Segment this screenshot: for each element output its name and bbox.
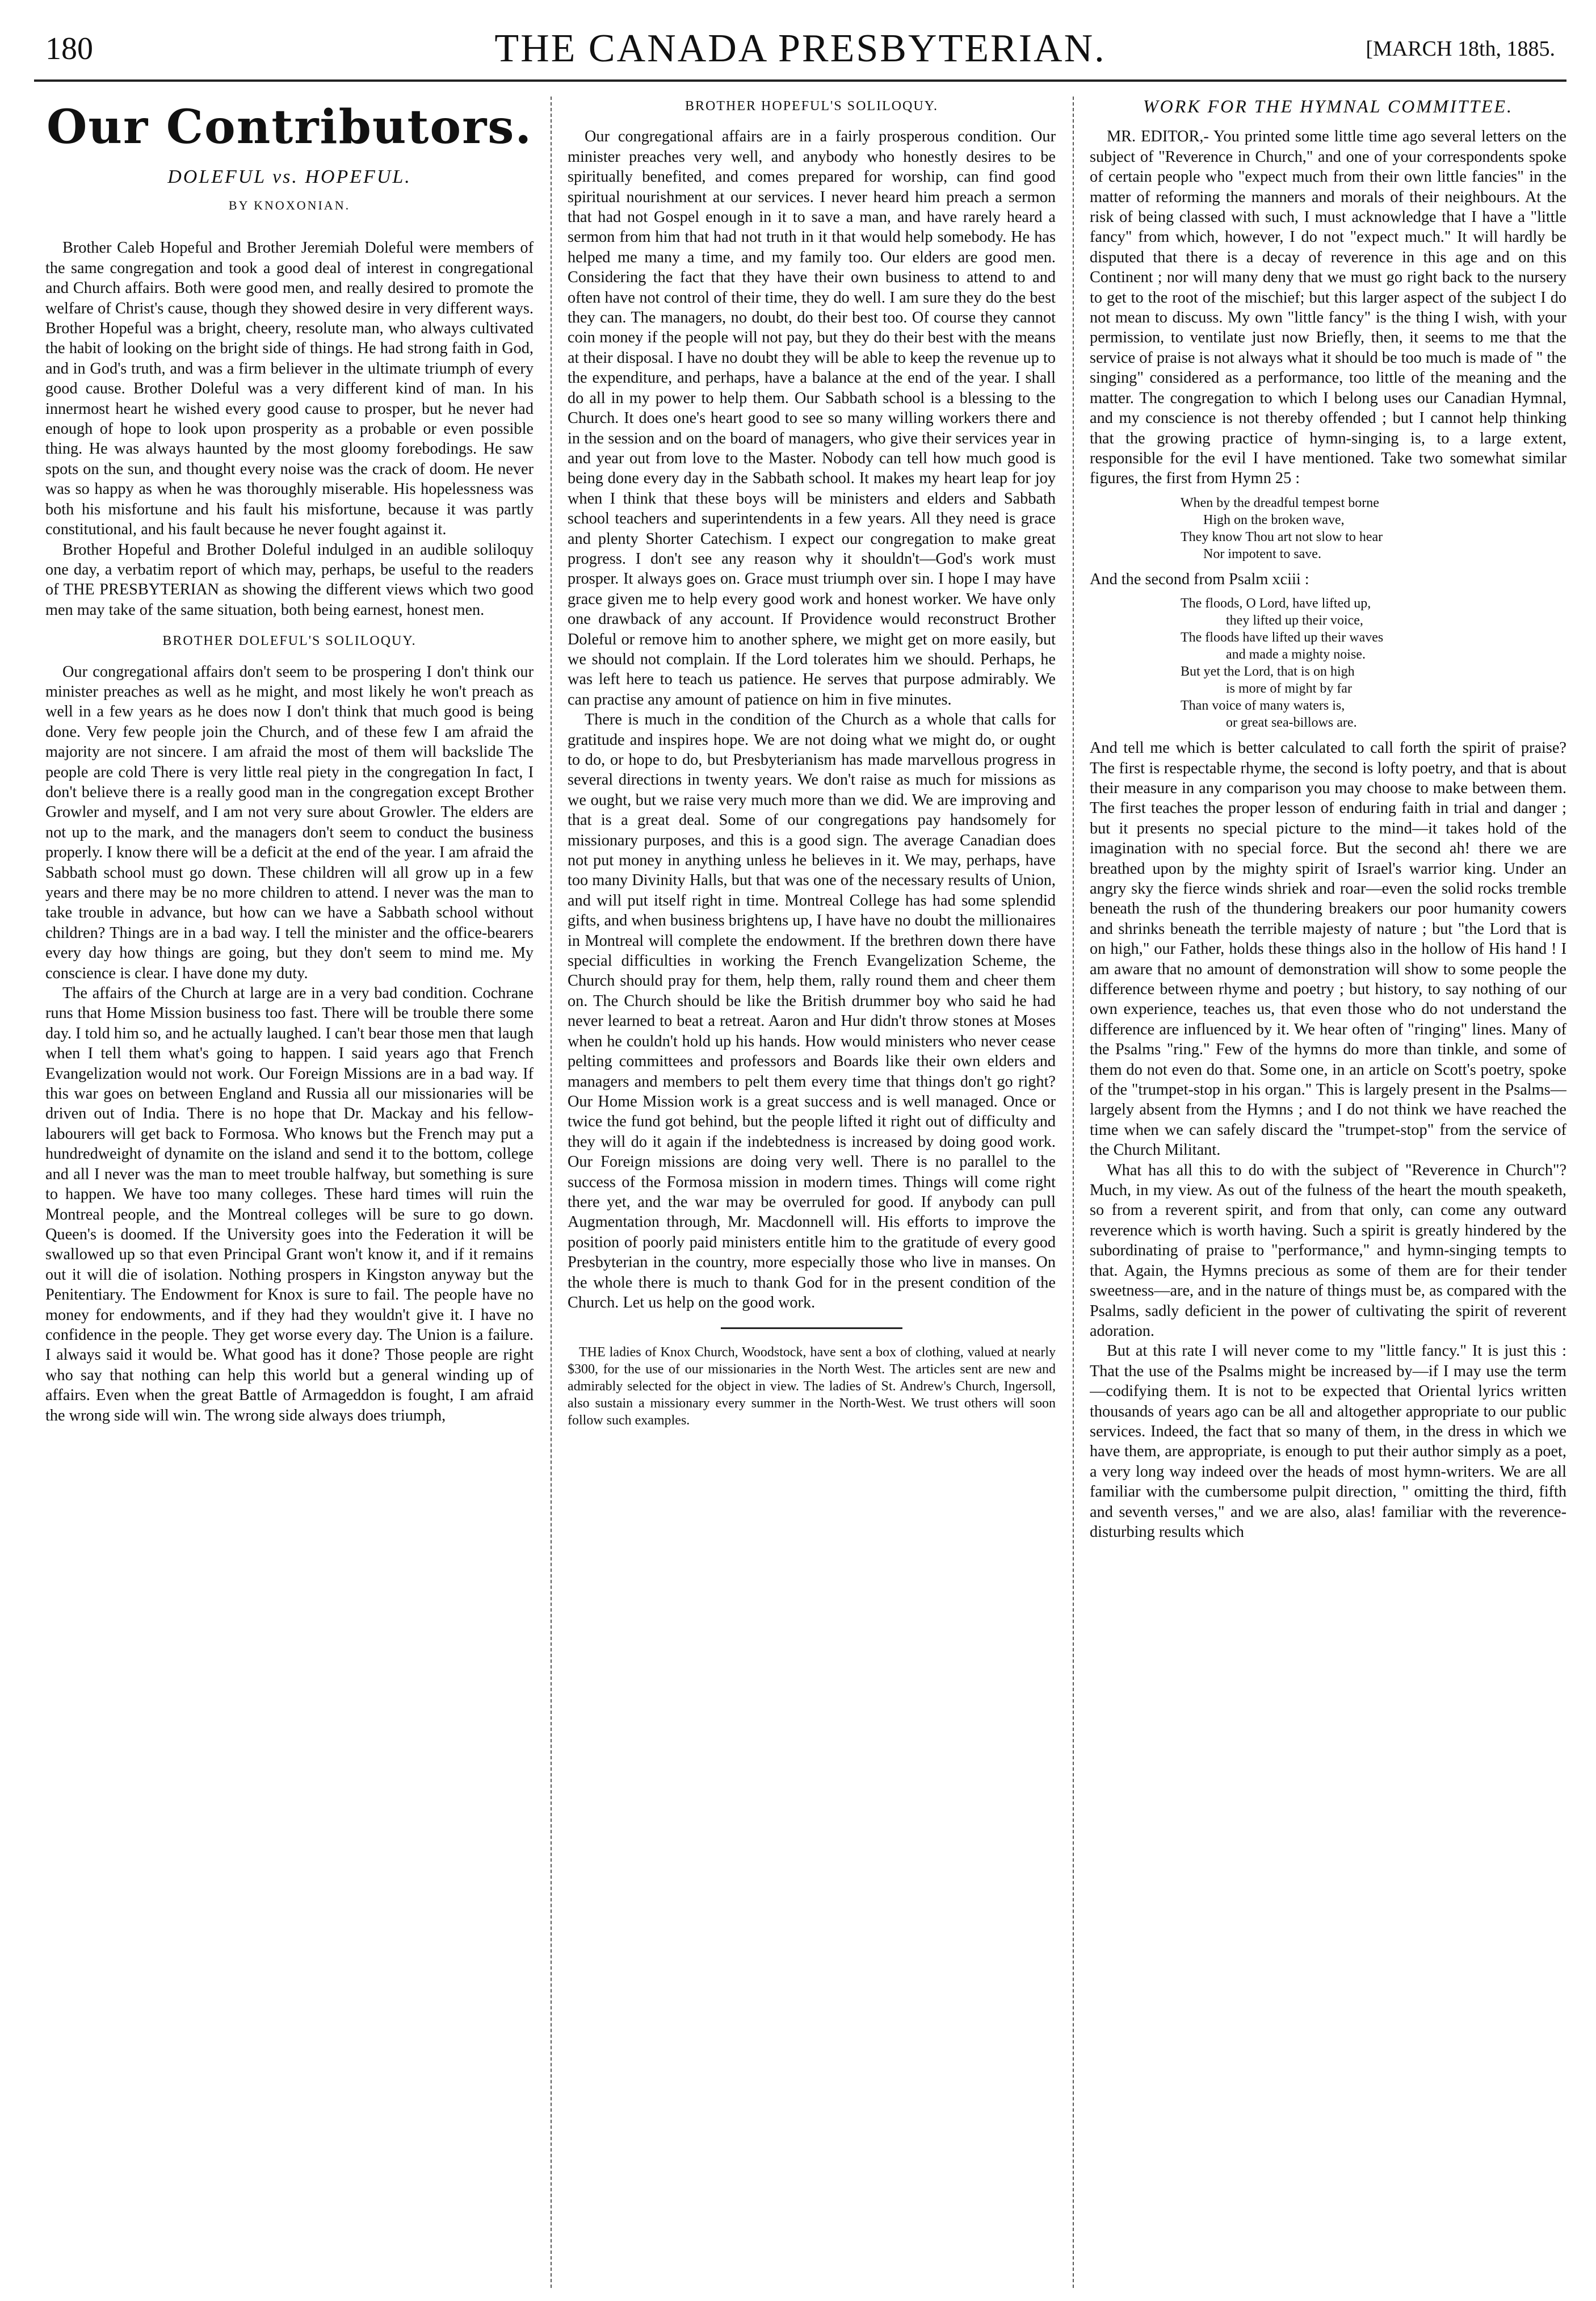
page-number: 180 — [45, 31, 93, 66]
article-title: DOLEFUL vs. HOPEFUL. — [167, 166, 411, 187]
hymnal-paragraph-1: MR. EDITOR,- You printed some little time ago several letters on the subject of "Reverence in Church," and one of your correspondents spoke of certain people who "expect much from their own little fancies" in the matter of reforming the manners and morals of their neighbours. At the risk of being classed with such, I must acknowledge that I have a "little fancy" from which, however, I do not "expect much." It will hardly be disputed that there is a decay of reverence in this age and on this Continent ; nor will many deny that we must go right back to the nursery to get to the root of the mischief; but this larger aspect of the subject I do not mean to discuss. My own "little fancy" is the thing I wish, with your permission, to ventilate just now Briefly, then, it seems to me that the service of praise is not always what it should be too much is made of " the singing" considered as a performance, too little of the meaning and the matter. The congregation to which I belong uses our Canadian Hymnal, and my conscience is not thereby offended ; but I cannot help thinking that the growing practice of hymn-singing is, to a large extent, responsible for the evil I have mentioned. Take two somewhat similar figures, the first from Hymn 25 : — [1090, 128, 1566, 488]
hopeful-paragraph-2: There is much in the condition of the Church as a whole that calls for gratitude and inspires hope. We are not doing what we might do, or ought to do, or hope to do, but Presbyterianism has made marvellous progress in several directions in twenty years. We don't raise as much for missions as we ought, but we raise very much more than we did. We are improving and that is a great deal. Some of our congregations pay handsomely for missionary purposes, and this is a good sign. The average Canadian does not put money in anything unless he believes in it. We may, perhaps, have too many Divinity Halls, but that was one of the necessary results of Union, and will put itself right in time. Montreal College has had some splendid gifts, and when business brightens up, I have have no doubt the millionaires in Montreal will complete the endowment. If the brethren down there have special difficulties in working the French Evangelization Scheme, the Church should pray for them, help them, rally round them and cheer them on. The Church should be like the British drummer boy who said he had never learned to beat a retreat. Aaron and Hur didn't throw stones at Moses when he couldn't hold up his hands. How would ministers who never cease pelting committees and professors and Boards like their own elders and managers and members to pelt them every time that things don't go right? Our Home Mission work is a great success and is well managed. Once or twice the fund got behind, but the people lifted it right out of difficulty and they will do it again if the indebtedness is increased by doing good work. Our Foreign missions are doing very well. There is no parallel to the success of the Formosa mission in modern times. Things will come right there yet, and the war may be overruled for good. If anybody can pull Augmentation through, Mr. Macdonnell will. His efforts to improve the position of poorly paid ministers entitle him to the gratitude of every good Presbyterian in the country, more especially those who live in manses. On the whole there is much to thank God for in the present condition of the Church. Let us help on the good work. — [568, 711, 1056, 1311]
hymnal-paragraph-3: What has all this to do with the subject of "Reverence in Church"? Much, in my view. As out of the fulness of the heart the mouth speaketh, so from a reverent spirit, and from that only, can come any outward reverence which is worth having. Such a spirit is greatly hindered by the subordinating of praise to "performance," and hymn-singing tempts to that. Again, the Hymns precious as some of them are for their tender sweetness—are, and in the nature of things must be, as compared with the Psalms, sadly deficient in the power of cultivating the spirit of reverent adoration. — [1090, 1161, 1566, 1340]
column-left — [45, 97, 534, 2282]
hymn-line: High on the broken wave, — [1203, 512, 1345, 527]
newspaper-page — [34, 17, 1566, 2288]
psalm-line: Than voice of many waters is, — [1181, 698, 1345, 714]
hymnal-paragraph-2: And tell me which is better calculated to call forth the spirit of praise? The first is respectable rhyme, the second is lofty poetry, and that is about their measure in any comparison you may choose to make between them. The first teaches the proper lesson of enduring faith in trial and danger ; but it presents no special picture to the mind—it takes hold of the imagination with no special force. But the second ah! there we are breathed upon by the mighty spirit of Israel's warrior king. Under an angry sky the fierce winds shriek and roar—even the solid rocks tremble beneath the rush of the thundering breakers our poor humanity cowers and shrinks beneath the terrible majesty of nature ; but "the Lord that is on high," our Father, holds these things also in the hollow of His hand ! I am aware that no amount of demonstration will show to some people the difference between rhyme and poetry ; but history, to say nothing of our own experience, teaches us, that even those who do not understand the difference are influenced by it. We hear often of "ringing" lines. Many of the Psalms "ring." Few of the hymns do more than tinkle, and some of them do not even do that. Some one, in an article on Scott's poetry, spoke of the "trumpet-stop in his organ." This is largely present in the Psalms—largely absent from the Hymns ; and I do not think we have reached the time when we can safely discard the "trumpet-stop" from the service of the Church Militant. — [1090, 739, 1566, 1159]
hymn-line: Nor impotent to save. — [1203, 546, 1321, 561]
section-title: Our Contributors. — [46, 100, 533, 154]
hopeful-paragraph-1: Our congregational affairs are in a fairly prosperous condition. Our minister preaches very well, and anybody who honestly desires to be spiritually benefited, and comes prepared for worship, can find good spiritual nourishment at our services. I never heard him preach a sermon that had not Gospel enough in it to save a man, and have rarely heard a sermon from him that had not truth in it that would help somebody. He has helped me many a time, and my family too. Our elders are good men. Considering the fact that they have their own business to attend to and often have not control of their time, they do well. I am sure they do the best they can. The managers, no doubt, do their best too. Of course they cannot coin money if the people will not pay, but they do their best with the means at their disposal. I have no doubt they will be able to keep the revenue up to the expenditure, and perhaps, have a balance at the end of the year. I shall do all in my power to help them. Our Sabbath school is a blessing to the Church. It does one's heart good to see so many willing workers there and in the session and on the board of managers, who give their services year in and year out from love to the Master. Nobody can tell how much good is being done every day in the Sabbath school. It makes my heart leap for joy when I think that these boys will be ministers and elders and Sabbath school teachers and superintendents in a few years. All they need is grace and plenty Shorter Catechism. I expect our congregation to make great progress. I don't see any reason why it shouldn't—God's work must prosper. It always goes on. Grace must triumph over sin. I hope I may have grace given me to help every good work and honest worker. We have only one drawback of any account. If Providence would reconstruct Brother Doleful or remove him to another sphere, we might get on more easily, but we should not complain. If the Lord tolerates him we should. Perhaps, he was left here to teach us patience. He serves that purpose admirably. We can practise any amount of patience on him in five minutes. — [568, 128, 1056, 709]
hymn-25-verse — [1090, 494, 1566, 563]
column-middle — [568, 97, 1056, 2282]
doleful-heading: BROTHER DOLEFUL'S SOLILOQUY. — [162, 634, 417, 649]
hymn-line: They know Thou art not slow to hear — [1181, 529, 1383, 544]
intro-paragraph-2: Brother Hopeful and Brother Doleful indulged in an audible soliloquy one day, a verbatim report of which may, perhaps, be useful to the readers of THE PRESBYTERIAN as showing the different views which two good men may take of the same situation, both being earnest, honest men. — [45, 540, 534, 619]
hymnal-article-title: WORK FOR THE HYMNAL COMMITTEE. — [1143, 97, 1514, 116]
doleful-paragraph-2: The affairs of the Church at large are in a very bad condition. Cochrane runs that Home Mission business too fast. There will be trouble there some day. I told him so, and he actually laughed. I can't bear those men that laugh when I tell them what's going to happen. I said years ago that French Evangelization would not work. Our Foreign Missions are in a bad way. If this war goes on between England and Russia all our missionaries will be driven out of India. There is no hope that Dr. Mackay and his fellow-labourers will get back to Formosa. Who knows but the French may put a hundredweight of dynamite on the island and send it to the bottom, college and all I never was the man to meet trouble halfway, but something is sure to happen. We have too many colleges. These hard times will ruin the Montreal people, and the Montreal colleges will be sure to go down. Queen's is doomed. If the University goes into the Federation it will be swallowed up so that even Principal Grant won't know it, and if it remains out it will die of isolation. Nothing prospers in Kingston anyway but the Penitentiary. The Endowment for Knox is sure to fail. The people have no money for endowments, and if they had they wouldn't give it. I have no confidence in the people. They get worse every day. The Union is a failure. I always said it would be. What good has it done? Those people are right who say that nothing can help this world but a general winding up of affairs. Even when the great Battle of Armageddon is fought, I am afraid the wrong side will win. The wrong side always does triumph, — [45, 984, 534, 1424]
knox-church-notice: THE ladies of Knox Church, Woodstock, have sent a box of clothing, valued at nearly $300, for the use of our missionaries in the North West. The articles sent are new and admirably selected for the object in view. The ladies of St. Andrew's Church, Ingersoll, also sustain a missionary every summer in the North-West. We trust others will soon follow such examples. — [568, 1345, 1056, 1428]
issue-date: [MARCH 18th, 1885. — [1366, 37, 1555, 61]
psalm-line: is more of might by far — [1226, 681, 1352, 697]
page-header — [34, 17, 1566, 82]
intro-paragraph-1: Brother Caleb Hopeful and Brother Jeremiah Doleful were members of the same congregation and took a good deal of interest in congregational and Church affairs. Both were good men, and really desired to promote the welfare of Christ's cause, though they showed desire in very different ways. Brother Hopeful was a bright, cheery, resolute man, who always cultivated the habit of looking on the bright side of things. He had strong faith in God, and in God's truth, and was a firm believer in the ultimate triumph of every good cause. Brother Doleful was a very different kind of man. In his innermost heart he wished every good cause to prosper, but he never had enough of hope to look upon prosperity as a probable or even possible thing. He was always haunted by the most gloomy forebodings. He saw spots on the sun, and thought every noise was the crack of doom. He never was so happy as when he was thoroughly miserable. His hopelessness was both his misfortune and his fault his misfortune, because it was partly constitutional, and his fault because he never fought against it. — [45, 239, 534, 539]
psalm-line: The floods have lifted up their waves — [1181, 630, 1384, 646]
column-rule-left — [551, 97, 552, 2288]
psalm-line: But yet the Lord, that is on high — [1181, 664, 1355, 680]
psalm-intro: And the second from Psalm xciii : — [1090, 570, 1309, 588]
psalm-line: The floods, O Lord, have lifted up, — [1181, 596, 1371, 611]
hymnal-paragraph-4: But at this rate I will never come to my "little fancy." It is just this : That the use of the Psalms might be increased by—if I may use the term—codifying them. It is not to be expected that Oriental lyrics written thousands of years ago can be all and altogether appropriate to our public services. Indeed, the fact that so many of them, in the dress in which we have them, are appropriate, is enough to put their author simply as a poet, a very long way indeed over the heads of most hymn-writers. We are all familiar with the cumbersome pulpit direction, " omitting the third, fifth and seventh verses," and we are also, alas! familiar with the reverence-disturbing results which — [1090, 1342, 1566, 1541]
masthead: THE CANADA PRESBYTERIAN. — [494, 27, 1106, 70]
doleful-paragraph-1: Our congregational affairs don't seem to be prospering I don't think our minister preaches as well as he might, and most likely he won't preach as well in a few years as he does now I don't think that much good is being done. Very few people join the Church, and of these few I am afraid the majority are not sincere. I am afraid the most of them will backslide The people are cold There is very little real piety in the congregation In fact, I don't believe there is a really good man in the congregation except Brother Growler and myself, and I am not very sure about Growler. The elders are not up to the mark, and the managers don't seem to conduct the business properly. I know there will be a deficit at the end of the year. I am afraid the Sabbath school must go down. These children will all grow up in a few years and there may be no more children to attend. I never was the man to take trouble in advance, but how can we have a Sabbath school without children? Things are in a bad way. I tell the minister and the office-bearers every day how things are going, but they don't seem to mind me. My conscience is clear. I have done my duty. — [45, 663, 534, 982]
hymn-line: When by the dreadful tempest borne — [1181, 495, 1379, 510]
psalm-line: they lifted up their voice, — [1226, 613, 1363, 628]
psalm-93-verse — [1090, 595, 1566, 731]
column-right — [1090, 97, 1566, 2282]
column-rule-right — [1073, 97, 1074, 2288]
psalm-line: and made a mighty noise. — [1226, 647, 1366, 663]
divider — [721, 1327, 902, 1329]
psalm-line: or great sea-billows are. — [1226, 715, 1357, 731]
byline: BY KNOXONIAN. — [228, 198, 351, 212]
hopeful-heading: BROTHER HOPEFUL'S SOLILOQUY. — [685, 99, 938, 114]
